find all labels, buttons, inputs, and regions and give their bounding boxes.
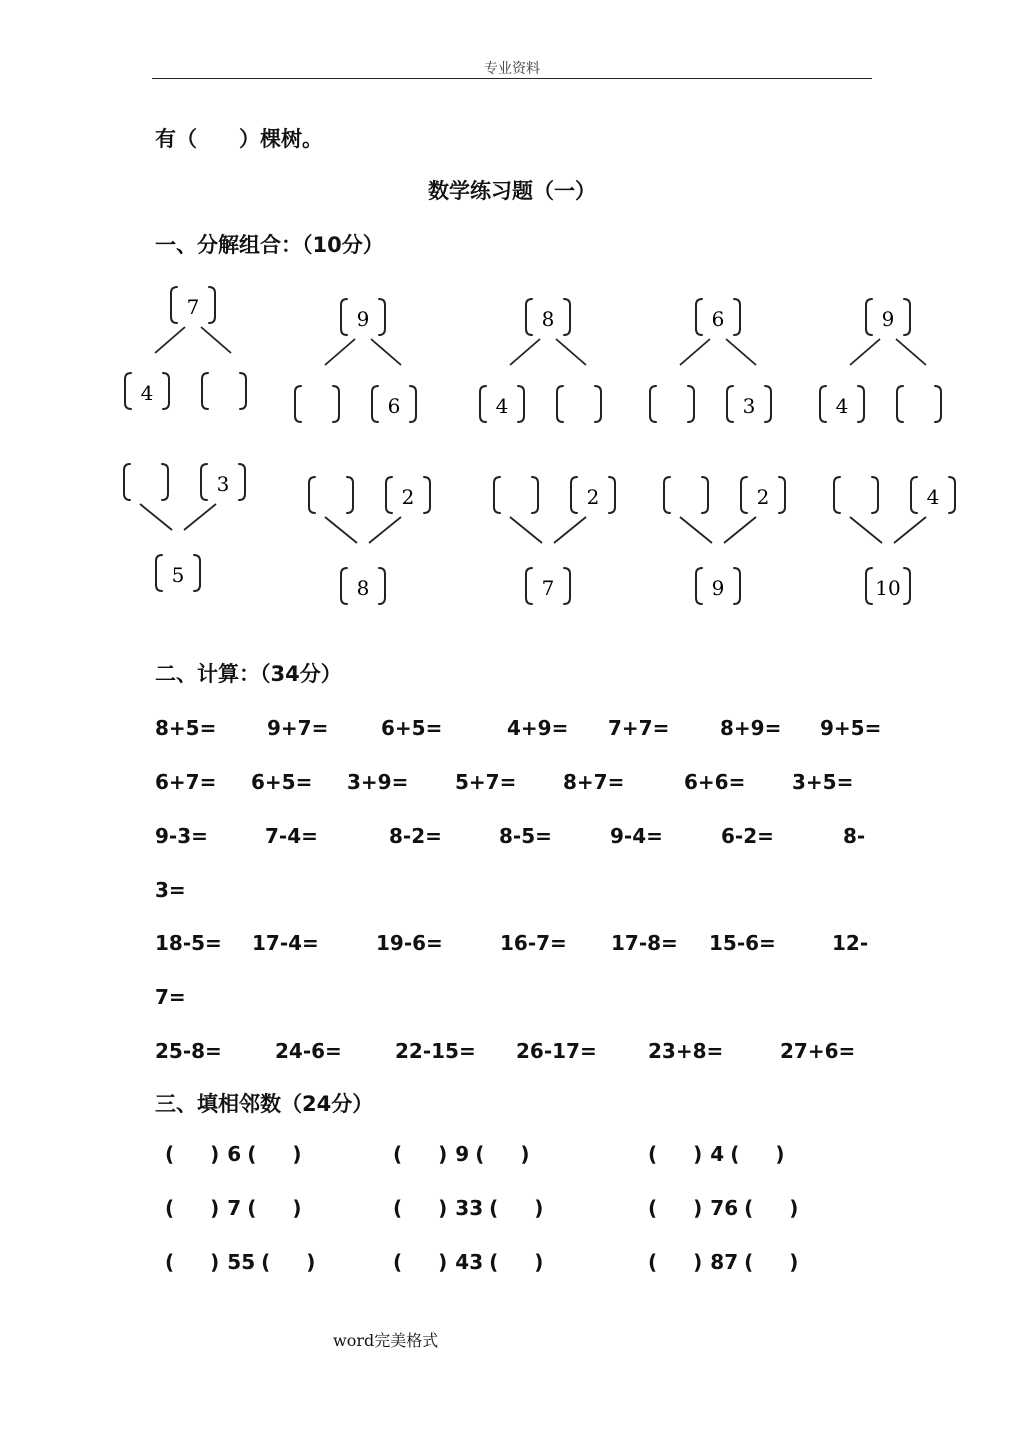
given-number: 76 [710,1196,739,1220]
branch-line-left [850,339,880,365]
branch-line-right [184,504,216,530]
equation: 17-4= [252,931,319,955]
blank-after[interactable]: ( ) [247,1142,304,1166]
bottom-bracket[interactable] [696,568,740,604]
blank-before[interactable]: ( ) [393,1250,450,1274]
split-tree [125,287,246,409]
page-header: 专业资料 [484,61,540,77]
right-bracket [779,477,785,513]
bracket-number: 4 [495,394,509,418]
left-bracket [650,386,656,422]
right-bracket [410,386,416,422]
equation: 8+9= [720,716,782,740]
equation: 4+9= [507,716,569,740]
equation: 6+6= [684,770,746,794]
left-bracket [372,386,378,422]
equation: 18-5= [155,931,222,955]
split-tree [295,299,416,422]
blank-before[interactable]: ( ) [165,1142,222,1166]
left-bracket [897,386,903,422]
bottom-bracket[interactable] [156,555,200,591]
equation: 8-5= [499,824,552,848]
right-bracket [904,299,910,335]
split-tree [480,299,601,422]
top-bracket[interactable] [526,299,570,335]
bottom-bracket[interactable] [866,568,910,604]
equation: 26-17= [516,1039,597,1063]
page-footer: word完美格式 [333,1331,439,1350]
left-bracket [171,287,177,323]
given-number: 33 [455,1196,484,1220]
right-bracket [424,477,430,513]
equation: 8+5= [155,716,217,740]
right-bracket-box[interactable] [372,386,416,422]
right-bracket-box[interactable] [202,373,246,409]
left-bracket [309,477,315,513]
left-bracket [557,386,563,422]
equation: 9+5= [820,716,882,740]
branch-line-right [371,339,401,365]
right-bracket [765,386,771,422]
bracket-number: 8 [541,307,555,331]
equation: 3+9= [347,770,409,794]
branch-line-left [680,339,710,365]
left-bracket-box[interactable] [820,386,864,422]
bracket-number: 6 [711,307,725,331]
merge-tree [834,477,955,604]
left-bracket [341,299,347,335]
blank-after[interactable]: ( ) [247,1196,304,1220]
right-bracket-box[interactable] [727,386,771,422]
left-bracket [526,299,532,335]
right-bracket [564,299,570,335]
branch-line-left [510,517,542,543]
section2-heading: 二、计算：（34分） [155,662,342,686]
branch-line-right [726,339,756,365]
branch-line-left [155,327,185,353]
given-number: 43 [455,1250,484,1274]
left-bracket [911,477,917,513]
equation: 9-3= [155,824,208,848]
right-bracket [734,568,740,604]
neighbor-item [165,1196,303,1220]
bracket-number: 9 [711,576,725,600]
branch-line-left [140,504,172,530]
left-bracket [124,464,130,500]
right-bracket-box[interactable] [741,477,785,513]
neighbor-item [648,1250,800,1274]
neighbor-item [648,1196,800,1220]
equation: 8- [843,824,866,848]
bracket-number: 3 [742,394,756,418]
left-bracket [741,477,747,513]
given-number: 6 [227,1142,242,1166]
right-bracket [518,386,524,422]
blank-after[interactable]: ( ) [261,1250,318,1274]
left-bracket [156,555,162,591]
intro-text: 有（ ）棵树。 [155,127,323,151]
left-bracket-box[interactable] [664,477,708,513]
page-title: 数学练习题（一） [428,179,596,203]
branch-line-right [894,517,926,543]
bracket-number: 9 [356,307,370,331]
equation: 9-4= [610,824,663,848]
bracket-number: 8 [356,576,370,600]
equation: 22-15= [395,1039,476,1063]
left-bracket [696,568,702,604]
equation: 12- [832,931,869,955]
bracket-number: 7 [186,295,200,319]
equation: 23+8= [648,1039,724,1063]
right-bracket-box[interactable] [911,477,955,513]
neighbor-item [393,1250,545,1274]
section1-heading: 一、分解组合：（10分） [155,233,384,257]
left-bracket [696,299,702,335]
left-bracket-box[interactable] [834,477,878,513]
branch-line-right [554,517,586,543]
right-bracket [609,477,615,513]
branch-line-right [369,517,401,543]
branch-line-left [325,517,357,543]
left-bracket [866,299,872,335]
branch-line-left [680,517,712,543]
bracket-number: 10 [875,576,901,600]
right-bracket [935,386,941,422]
equation: 6+7= [155,770,217,794]
blank-after[interactable]: ( ) [475,1142,532,1166]
equation: 25-8= [155,1039,222,1063]
neighbor-item [393,1196,545,1220]
top-bracket[interactable] [866,299,910,335]
neighbor-item [165,1142,303,1166]
left-bracket [526,568,532,604]
branch-line-right [724,517,756,543]
neighbor-item [165,1250,317,1274]
left-bracket [202,373,208,409]
right-bracket [595,386,601,422]
blank-before[interactable]: ( ) [648,1250,705,1274]
left-bracket [866,568,872,604]
left-bracket [494,477,500,513]
neighbor-item [393,1142,531,1166]
bottom-bracket[interactable] [341,568,385,604]
bracket-number: 7 [541,576,555,600]
equation: 27+6= [780,1039,856,1063]
blank-before[interactable]: ( ) [165,1196,222,1220]
right-bracket [162,464,168,500]
left-bracket-box[interactable] [650,386,694,422]
left-bracket-box[interactable] [125,373,169,409]
equation: 24-6= [275,1039,342,1063]
merge-tree [309,477,430,604]
bracket-number: 4 [140,381,154,405]
given-number: 55 [227,1250,256,1274]
top-bracket[interactable] [341,299,385,335]
left-bracket [341,568,347,604]
right-bracket-box[interactable] [897,386,941,422]
right-bracket-box[interactable] [571,477,615,513]
equation: 7+7= [608,716,670,740]
left-bracket [664,477,670,513]
branch-line-right [556,339,586,365]
bracket-number: 5 [171,563,185,587]
right-bracket [240,373,246,409]
neighbor-item [648,1142,786,1166]
given-number: 4 [710,1142,725,1166]
equation: 8+7= [563,770,625,794]
bracket-number: 4 [835,394,849,418]
branch-line-left [510,339,540,365]
equation: 3= [155,878,186,902]
section3-heading: 三、填相邻数（24分） [155,1092,374,1116]
branch-line-right [201,327,231,353]
right-bracket [734,299,740,335]
right-bracket [379,568,385,604]
right-bracket [347,477,353,513]
right-bracket [239,464,245,500]
equation: 3+5= [792,770,854,794]
equation: 5+7= [455,770,517,794]
blank-before[interactable]: ( ) [393,1196,450,1220]
right-bracket-box[interactable] [201,464,245,500]
left-bracket-box[interactable] [124,464,168,500]
branch-line-left [325,339,355,365]
bracket-number: 3 [216,472,230,496]
blank-before[interactable]: ( ) [165,1250,222,1274]
bottom-bracket[interactable] [526,568,570,604]
blank-before[interactable]: ( ) [393,1142,450,1166]
branch-line-left [850,517,882,543]
right-bracket [949,477,955,513]
right-bracket-box[interactable] [557,386,601,422]
bracket-number: 4 [926,485,940,509]
given-number: 87 [710,1250,739,1274]
header-rule [152,78,872,79]
equation: 15-6= [709,931,776,955]
left-bracket [820,386,826,422]
equation: 6-2= [721,824,774,848]
right-bracket [688,386,694,422]
equation: 9+7= [267,716,329,740]
decomposition-diagrams [0,270,1024,620]
branch-line-right [896,339,926,365]
top-bracket[interactable] [171,287,215,323]
right-bracket [702,477,708,513]
bracket-number: 6 [387,394,401,418]
right-bracket [872,477,878,513]
right-bracket-box[interactable] [386,477,430,513]
left-bracket-box[interactable] [295,386,339,422]
bracket-number: 9 [881,307,895,331]
blank-before[interactable]: ( ) [648,1142,705,1166]
blank-after[interactable]: ( ) [744,1196,801,1220]
blank-after[interactable]: ( ) [489,1196,546,1220]
given-number: 9 [455,1142,470,1166]
left-bracket-box[interactable] [494,477,538,513]
merge-tree [494,477,615,604]
right-bracket [163,373,169,409]
blank-after[interactable]: ( ) [730,1142,787,1166]
right-bracket [379,299,385,335]
left-bracket [480,386,486,422]
merge-tree [664,477,785,604]
right-bracket [194,555,200,591]
equation: 6+5= [381,716,443,740]
split-tree [650,299,771,422]
blank-after[interactable]: ( ) [744,1250,801,1274]
given-number: 7 [227,1196,242,1220]
equation: 19-6= [376,931,443,955]
top-bracket[interactable] [696,299,740,335]
left-bracket [295,386,301,422]
bracket-number: 2 [586,485,600,509]
split-tree [820,299,941,422]
left-bracket [125,373,131,409]
equation: 16-7= [500,931,567,955]
right-bracket [333,386,339,422]
equation: 7-4= [265,824,318,848]
right-bracket [209,287,215,323]
right-bracket [904,568,910,604]
left-bracket [727,386,733,422]
left-bracket [201,464,207,500]
right-bracket [564,568,570,604]
bracket-number: 2 [756,485,770,509]
blank-before[interactable]: ( ) [648,1196,705,1220]
right-bracket [532,477,538,513]
merge-tree [124,464,245,591]
equation: 6+5= [251,770,313,794]
left-bracket [571,477,577,513]
left-bracket [834,477,840,513]
left-bracket [386,477,392,513]
blank-after[interactable]: ( ) [489,1250,546,1274]
left-bracket-box[interactable] [480,386,524,422]
equation: 7= [155,985,186,1009]
equation: 8-2= [389,824,442,848]
equation: 17-8= [611,931,678,955]
bracket-number: 2 [401,485,415,509]
right-bracket [858,386,864,422]
left-bracket-box[interactable] [309,477,353,513]
